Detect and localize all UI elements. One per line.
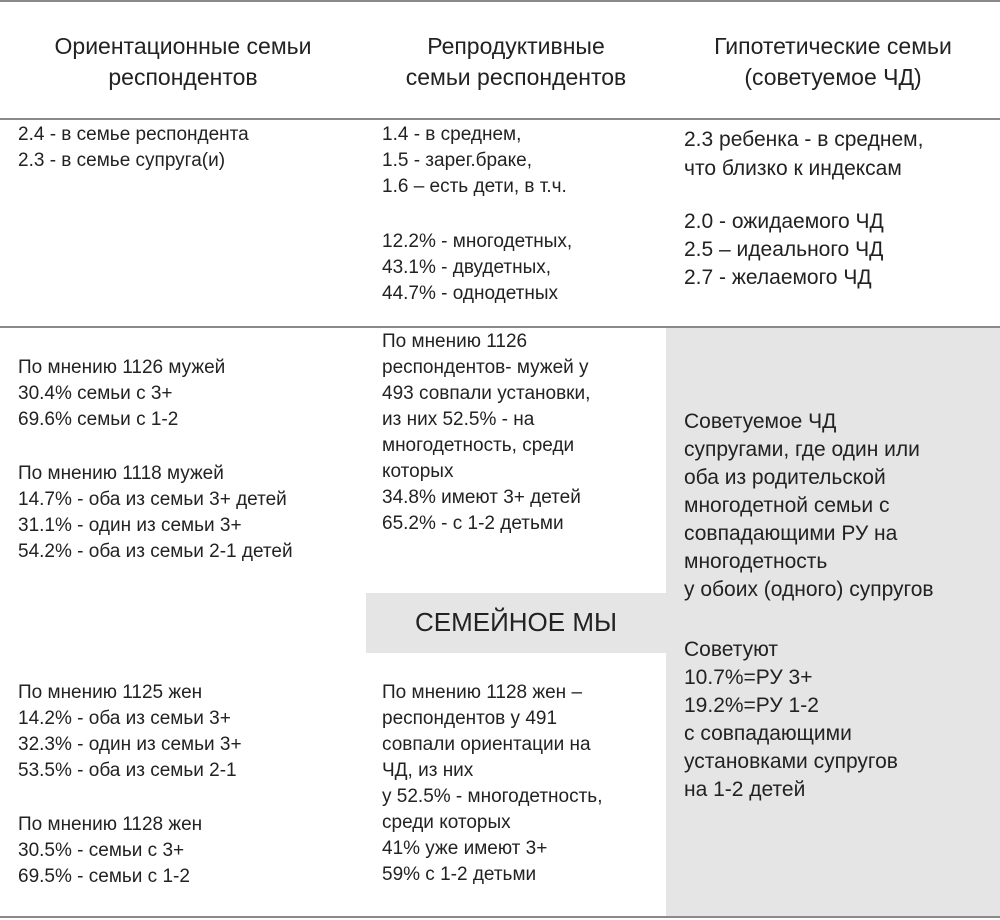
row2-men-orientational-a: По мнению 1126 мужей 30.4% семьи с 3+ 69.6% семьи с 1-2 [18,357,226,430]
row1-reproductive-shares: 12.2% - многодетных, 43.1% - двудетных, 44.7% - однодетных [382,231,573,304]
row1-hypothetical-indices: 2.0 - ожидаемого ЧД 2.5 – идеального ЧД 2.7 - желаемого ЧД [684,210,884,289]
row2-men-orientational-b: По мнению 1118 мужей 14.7% - оба из семьи 3+ детей 31.1% - один из семьи 3+ 54.2% - оба из семьи 2-1 детей [18,463,293,562]
family-we-label: СЕМЕЙНОЕ МЫ [414,607,618,637]
header-rule [0,118,1000,120]
header-reproductive: Репродуктивные семьи респондентов [405,33,627,90]
header-orientational: Ориентационные семьи респондентов [54,33,312,90]
row2-hypothetical-advised: Советуемое ЧД супругами, где один или оба из родительской многодетной семьи с совпадающими РУ на многодетность у обоих (одного) супругов [684,410,934,601]
row2-women-orientational-a: По мнению 1125 жен 14.2% - оба из семьи 3+ 32.3% - один из семьи 3+ 53.5% - оба из семьи 2-1 [18,682,242,781]
header-hypothetical: Гипотетические семьи (советуемое ЧД) [714,33,952,90]
top-rule [0,0,1000,2]
row2-women-orientational-b: По мнению 1128 жен 30.5% - семьи с 3+ 69.5% - семьи с 1-2 [18,814,203,887]
bottom-rule [0,916,1000,918]
row1-reproductive-averages: 1.4 - в среднем, 1.5 - зарег.браке, 1.6 – есть дети, в т.ч. [382,124,567,197]
row2-men-reproductive: По мнению 1126 респондентов- мужей у 493 совпали установки, из них 52.5% - на многодетность, среди которых 34.8% имеют 3+ детей 65.2% - с 1-2 детьми [382,331,591,534]
row1-orientational: 2.4 - в семье респондента 2.3 - в семье супруга(и) [18,124,249,171]
row2-hypothetical-advise-shares: Советуют 10.7%=РУ 3+ 19.2%=РУ 1-2 с совпадающими установками супругов на 1-2 детей [684,638,898,801]
row1-hypothetical-average: 2.3 ребенка - в среднем, что близко к индексам [684,128,924,180]
row2-women-reproductive: По мнению 1128 жен – респондентов у 491 совпали ориентации на ЧД, из них у 52.5% - многодетность, среди которых 41% уже имеют 3+ 59% с 1-2 детьми [382,682,603,885]
